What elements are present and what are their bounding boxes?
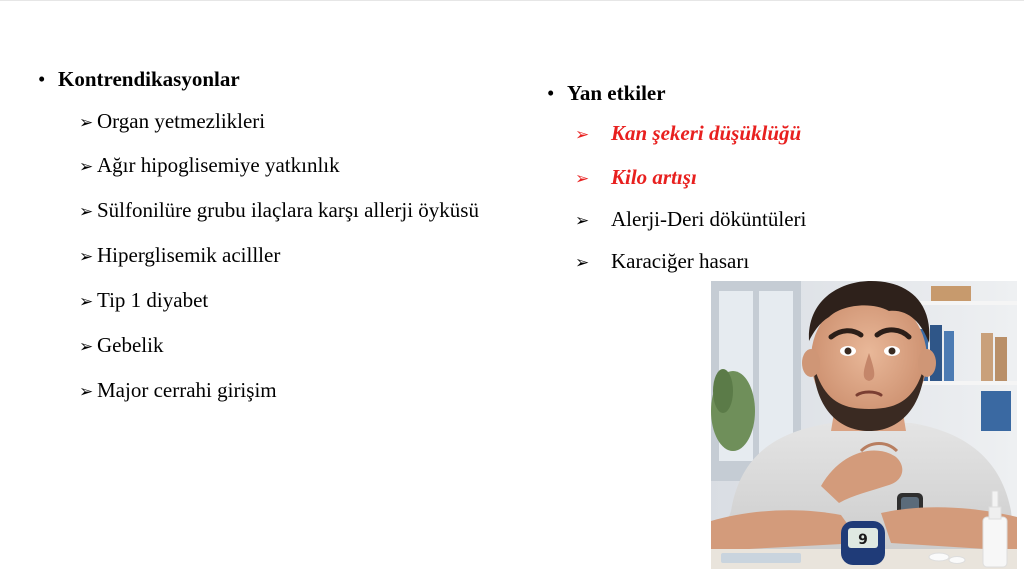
- side-effect-label: Alerji-Deri döküntüleri: [611, 207, 807, 231]
- arrow-bullet-icon: ➢: [575, 125, 590, 145]
- arrow-bullet-icon: ➢: [575, 169, 590, 189]
- bullet-icon: •: [38, 67, 46, 91]
- contraindications-heading: [38, 67, 240, 92]
- bullet-icon: •: [547, 81, 555, 105]
- side-effects-heading: [547, 81, 666, 106]
- contraindication-label: Organ yetmezlikleri: [97, 109, 266, 133]
- side-effect-label: Karaciğer hasarı: [611, 249, 750, 273]
- contraindications-title: Kontrendikasyonlar: [58, 67, 240, 91]
- arrow-bullet-icon: ➢: [79, 247, 94, 267]
- contraindication-label: Hiperglisemik acilller: [97, 243, 281, 267]
- glucometer-reading: 9: [858, 532, 868, 548]
- illustration-svg: [711, 281, 1017, 569]
- side-effect-item: [575, 249, 749, 274]
- contraindication-item: [79, 288, 208, 313]
- contraindication-item: [79, 198, 479, 223]
- side-effects-title: Yan etkiler: [567, 81, 666, 105]
- side-effect-label: Kilo artışı: [611, 165, 697, 189]
- arrow-bullet-icon: ➢: [79, 337, 94, 357]
- contraindication-item: [79, 153, 340, 178]
- contraindication-label: Tip 1 diyabet: [97, 288, 209, 312]
- contraindication-item: [79, 109, 265, 134]
- arrow-bullet-icon: ➢: [575, 211, 590, 231]
- arrow-bullet-icon: ➢: [79, 113, 94, 133]
- arrow-bullet-icon: ➢: [79, 382, 94, 402]
- side-effect-item: [575, 207, 806, 232]
- contraindication-label: Major cerrahi girişim: [97, 378, 277, 402]
- divider: [0, 0, 1024, 1]
- contraindication-label: Gebelik: [97, 333, 164, 357]
- arrow-bullet-icon: ➢: [79, 202, 94, 222]
- contraindication-item: [79, 243, 280, 268]
- contraindication-label: Sülfonilüre grubu ilaçlara karşı allerji öyküsü: [97, 198, 479, 222]
- contraindication-item: [79, 333, 163, 358]
- side-effect-label: Kan şekeri düşüklüğü: [611, 121, 802, 145]
- illustration-image: [711, 281, 1017, 569]
- arrow-bullet-icon: ➢: [79, 292, 94, 312]
- contraindication-item: [79, 378, 277, 403]
- arrow-bullet-icon: ➢: [79, 157, 94, 177]
- side-effect-item: [575, 121, 801, 146]
- arrow-bullet-icon: ➢: [575, 253, 590, 273]
- contraindication-label: Ağır hipoglisemiye yatkınlık: [97, 153, 340, 177]
- side-effect-item: [575, 165, 697, 190]
